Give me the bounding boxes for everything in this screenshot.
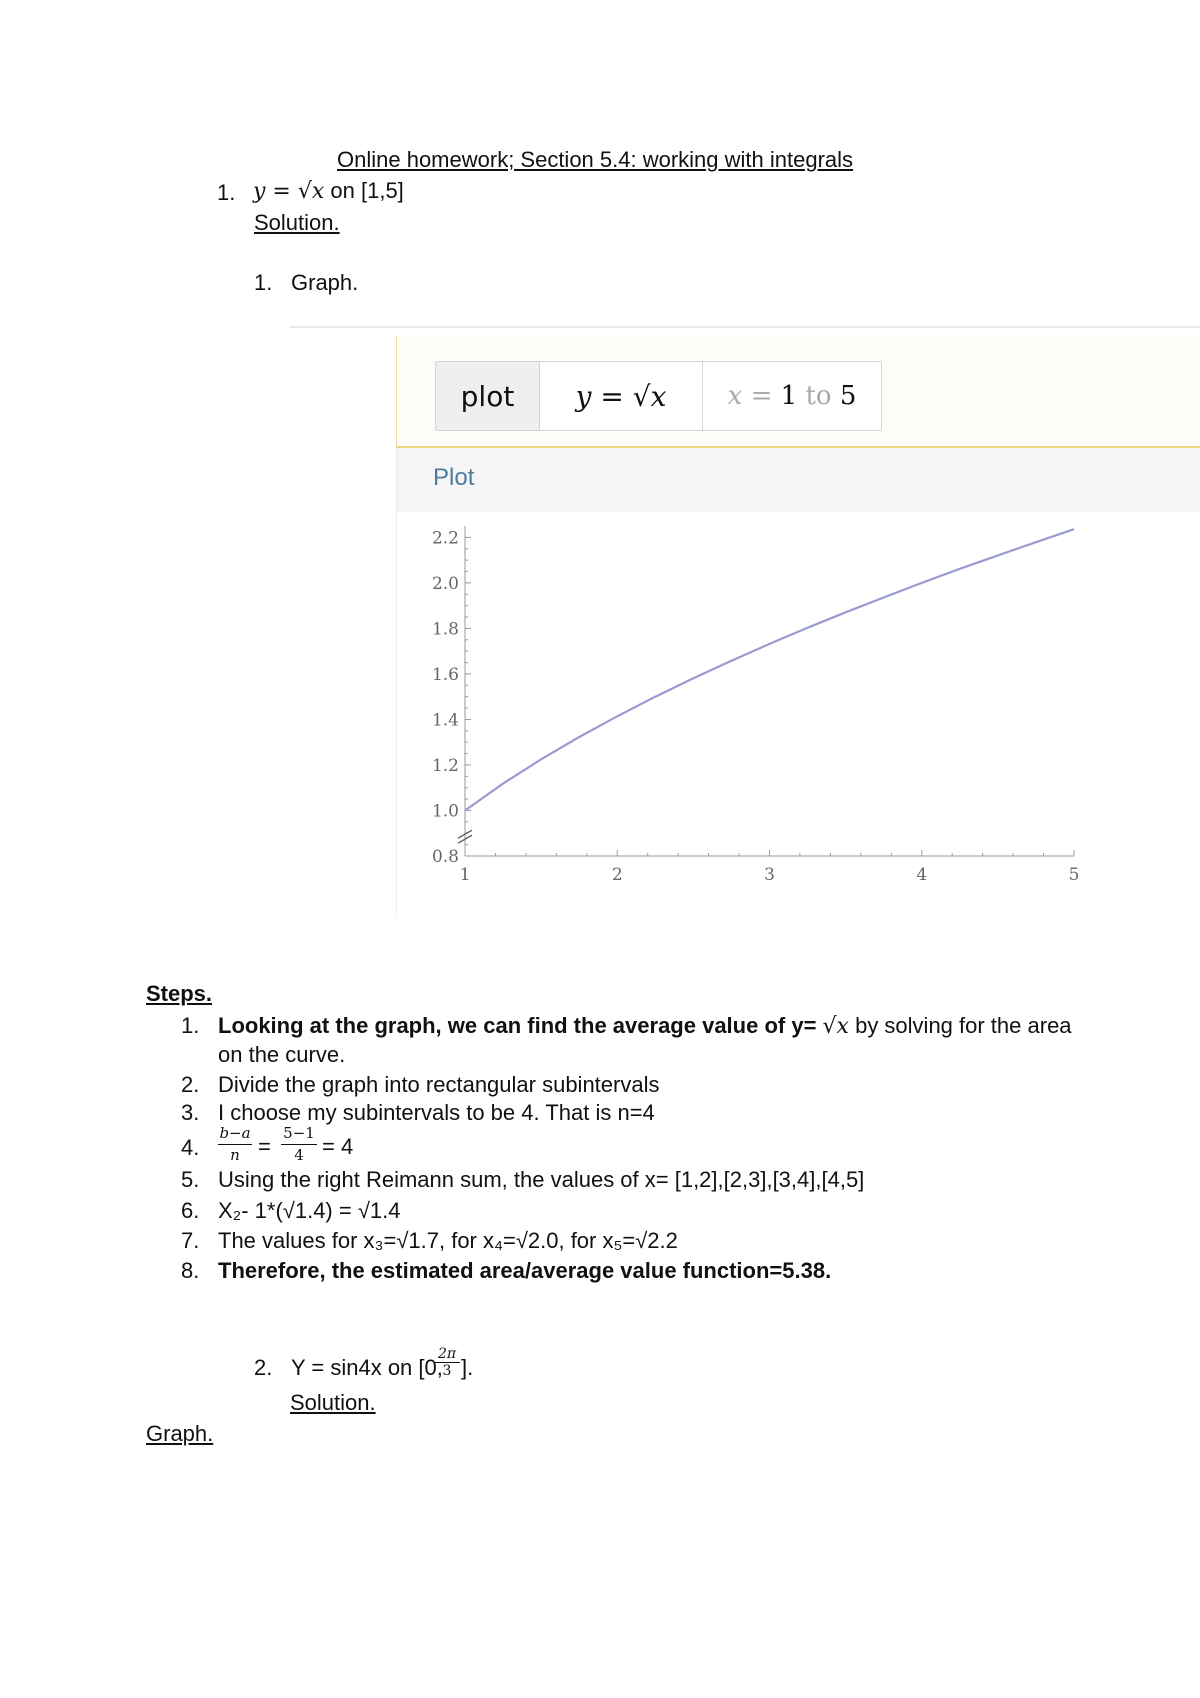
step-8-text: Therefore, the estimated area/average value function=5.38. — [218, 1258, 832, 1283]
plot-area — [396, 512, 1200, 918]
step-5-text: Using the right Reimann sum, the values of x= [1,2],[2,3],[3,4],[4,5] — [218, 1167, 865, 1192]
step-1-text-cont: on the curve. — [218, 1042, 346, 1067]
problem-1-interval: on [1,5] — [330, 178, 404, 203]
step-7-number: 7. — [181, 1228, 200, 1253]
solution-2-label: Solution. — [290, 1390, 376, 1415]
y-tick-label: 1.0 — [431, 801, 459, 822]
query-input-pill — [435, 361, 882, 431]
solution-1-label: Solution. — [254, 210, 340, 235]
range-variable: x = — [727, 381, 773, 411]
step-6-number: 6. — [181, 1198, 200, 1223]
y-tick-label: 0.8 — [431, 847, 459, 867]
y-tick-label: 1.6 — [431, 664, 459, 685]
query-function: y = √x — [540, 362, 703, 430]
x-tick-label: 5 — [1068, 865, 1080, 885]
y-tick-label: 1.4 — [431, 710, 459, 731]
fraction-1-denominator: n — [230, 1146, 240, 1164]
problem-1-number: 1. — [217, 180, 236, 205]
step-1-math: √x — [822, 1014, 849, 1039]
steps-heading: Steps. — [146, 981, 213, 1006]
step-3-text: I choose my subintervals to be 4. That is n=4 — [218, 1100, 655, 1125]
step-4-equals-1: = — [258, 1134, 271, 1159]
graph-2-label: Graph. — [146, 1421, 214, 1446]
query-range — [703, 362, 881, 430]
step-4-fraction-1 — [218, 1124, 252, 1164]
step-7-text: The values for x₃=√1.7, for x₄=√2.0, for x₅=√2.2 — [218, 1228, 678, 1253]
problem-2-frac-den: 3 — [442, 1363, 452, 1379]
graph-1-number: 1. — [254, 270, 273, 295]
query-input-panel — [396, 336, 1200, 448]
problem-2-prefix: Y = sin4x on [0, — [291, 1355, 443, 1380]
fraction-2-denominator: 4 — [294, 1146, 304, 1164]
y-tick-label: 1.8 — [431, 619, 459, 640]
y-tick-label: 1.2 — [431, 755, 459, 776]
problem-1-statement — [253, 178, 404, 204]
step-1-text-a: Looking at the graph, we can find the average value of y= — [218, 1013, 823, 1038]
pod-title: Plot — [433, 464, 475, 491]
plot-screenshot — [290, 326, 1200, 918]
problem-1-function: y = √x — [253, 179, 325, 204]
step-3-number: 3. — [181, 1100, 200, 1125]
sqrt-chart — [397, 512, 1200, 918]
step-4-fraction-2 — [281, 1124, 317, 1164]
range-end: 5 — [839, 381, 857, 411]
step-1-number: 1. — [181, 1013, 200, 1038]
pod-header — [396, 448, 1200, 512]
series-line-sqrt — [465, 529, 1074, 810]
step-5-number: 5. — [181, 1167, 200, 1192]
step-4-number: 4. — [181, 1135, 200, 1160]
problem-2-number: 2. — [254, 1355, 273, 1380]
step-2-number: 2. — [181, 1072, 200, 1097]
problem-2-frac-num: 2π — [434, 1346, 460, 1363]
page-title: Online homework; Section 5.4: working with integrals — [337, 147, 854, 172]
range-to: to — [805, 381, 832, 411]
step-1-text — [218, 1013, 1072, 1039]
step-6-text: X₂- 1*(√1.4) = √1.4 — [218, 1198, 401, 1223]
x-tick-label: 3 — [764, 865, 775, 885]
x-tick-label: 1 — [459, 865, 471, 885]
x-tick-label: 2 — [611, 865, 623, 885]
step-1-text-b: by solving for the area — [848, 1013, 1072, 1038]
problem-2-fraction — [434, 1346, 460, 1379]
step-2-text: Divide the graph into rectangular subintervals — [218, 1072, 660, 1097]
y-tick-label: 2.0 — [431, 573, 459, 594]
problem-2-suffix: ]. — [461, 1355, 474, 1380]
screenshot-top-border — [290, 326, 1200, 328]
x-tick-label: 4 — [916, 865, 928, 885]
step-8-number: 8. — [181, 1258, 200, 1283]
fraction-1-numerator: b−a — [218, 1124, 252, 1145]
graph-1-label: Graph. — [291, 270, 359, 295]
step-4-result: = 4 — [322, 1134, 354, 1159]
range-from: 1 — [780, 381, 798, 411]
y-tick-label: 2.2 — [431, 528, 459, 549]
query-command: plot — [436, 362, 540, 430]
fraction-2-numerator: 5−1 — [281, 1124, 317, 1145]
